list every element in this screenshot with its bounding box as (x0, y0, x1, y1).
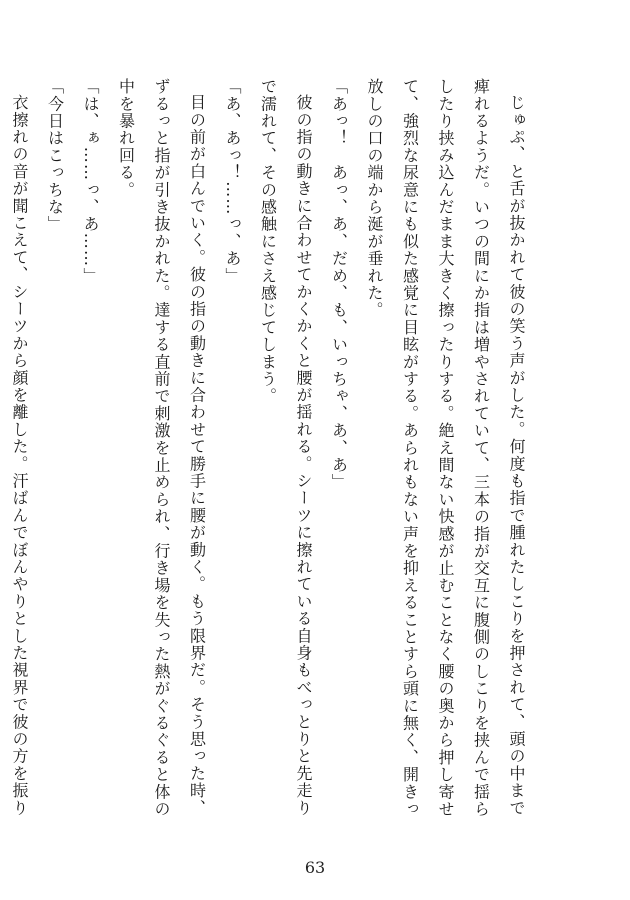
text-line: 目の前が白んでいく。彼の指の動きに合わせて勝手に腰が動く。もう限界だ。そう思った時、 (187, 94, 207, 817)
vertical-body-text (10, 78, 534, 838)
text-line: 衣擦れの音が聞こえて、シーツから顔を離した。汗ばんでぼんやりとした視界で彼の方を振り (10, 94, 29, 817)
text-line: したり挟み込んだまま大きく擦ったりする。絶え間ない快感が止むことなく腰の奥から押し寄せ (436, 78, 455, 818)
text-line: 痺れるようだ。いつの間にか指は増やされていて、三本の指が交互に腹側のしこりを挟んで揺ら (471, 78, 491, 818)
text-line: て、強烈な尿意にも似た感覚に目眩がする。あられもない声を抑えることすら頭に無く、開きっ (400, 78, 420, 818)
dialogue-line: 「は、ぁ……っ、あ……」 (81, 78, 100, 285)
text-line: じゅぷ、と舌が抜かれて彼の笑う声がした。何度も指で腫れたしこりを押されて、頭の中まで (507, 94, 526, 817)
text-line: 彼の指の動きに合わせてかくかくと腰が揺れる。シーツに擦れている自身もべっとりと先走り (294, 94, 313, 817)
text-line: で濡れて、その感触にさえ感じてしまう。 (258, 78, 278, 405)
page-number: 63 (304, 858, 326, 877)
text-line: ずるっと指が引き抜かれた。達する直前で刺激を止められ、行き場を失った熱がぐるぐると体の (152, 78, 171, 818)
dialogue-line: 「今日はこっちな」 (45, 78, 65, 233)
text-line: 放しの口の端から涎が垂れた。 (365, 78, 384, 319)
dialogue-line: 「あっ！ あっ、あ、だめ、も、いっちゃ、あ、あ」 (329, 78, 349, 491)
dialogue-line: 「あ、あっ！……っ、あ」 (223, 78, 242, 285)
text-line: 中を暴れ回る。 (116, 78, 136, 199)
